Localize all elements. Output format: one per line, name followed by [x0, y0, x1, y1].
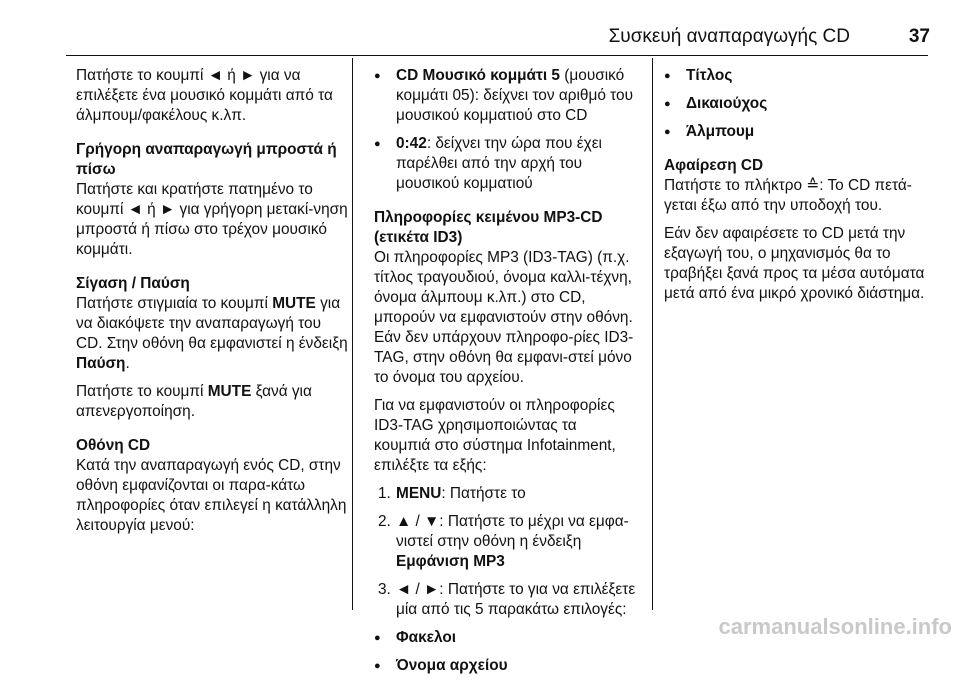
- mute-key-label-2: MUTE: [207, 383, 252, 400]
- column-divider-1: [352, 58, 353, 610]
- cd-screen-text: Κατά την αναπαραγωγή ενός CD, στην οθόνη εμφανίζονται οι παρα‐κάτω πληροφορίες όταν επιλεγεί η κατάλληλη λειτουργία μενού:: [76, 457, 347, 534]
- fast-forward-heading: Γρήγορη αναπαραγωγή μπροστά ή πίσω: [76, 141, 337, 178]
- mute-key-label: MUTE: [272, 295, 316, 312]
- intro-paragraph: Πατήστε το κουμπί ◄ ή ► για να επιλέξετε ένα μουσικό κομμάτι από τα άλμπουμ/φακέλους κ.λπ.: [76, 67, 333, 124]
- list-item: ● Όνομα αρχείου: [374, 656, 636, 676]
- remove-cd-text-1: Πατήστε το πλήκτρο ≙: Το CD πετά‐γεται έξω από την υποδοχή του.: [664, 177, 912, 214]
- page-number: 37: [908, 26, 930, 47]
- remove-cd-heading: Αφαίρεση CD: [664, 157, 764, 174]
- mute-paragraph-1: Πατήστε στιγμιαία το κουμπί MUTE για να διακόψετε την αναπαραγωγή του CD. Στην οθόνη θα εμφανιστεί η ένδειξη Παύση.: [76, 295, 348, 372]
- pause-indicator-label: Παύση: [76, 355, 126, 372]
- cd-info-list: [374, 66, 636, 194]
- list-item: ● CD Μουσικό κομμάτι 5 (μουσικό κομμάτι 05): δείχνει τον αριθμό του μουσικού κομματιού στο CD: [374, 66, 636, 126]
- show-id3-text: Για να εμφανιστούν οι πληροφορίες ID3-TAG χρησιμοποιώντας τα κουμπιά στο σύστημα Infotainment, επιλέξτε τα εξής:: [374, 397, 616, 474]
- column-divider-2: [652, 58, 653, 610]
- steps-list: [374, 484, 636, 620]
- mute-heading: Σίγαση / Παύση: [76, 275, 190, 292]
- remove-cd-text-2: Εάν δεν αφαιρέσετε το CD μετά την εξαγωγή του, ο μηχανισμός θα το τραβήξει ξανά προς τα μέσα αυτόματα μετά από ένα μικρό χρονικό διάστημα.: [664, 225, 925, 302]
- options-list-continued: [664, 66, 934, 142]
- list-item: ● 0:42: δείχνει την ώρα που έχει παρέλθει από την αρχή του μουσικού κομματιού: [374, 134, 636, 194]
- mp3-info-text: Οι πληροφορίες MP3 (ID3-TAG) (π.χ. τίτλος τραγουδιού, όνομα καλλι‐τέχνη, όνομα άλμπουμ κ.λπ.) στο CD, μπορούν να εμφανιστούν στην οθόνη. Εάν δεν υπάρχουν πληροφο‐ρίες ID3-TAG, στην οθόνη θα εμφανι‐στεί μόνο το όνομα του αρχείου.: [374, 249, 634, 386]
- step-item: 2. ▲ / ▼: Πατήστε το μέχρι να εμφα‐νιστεί στην οθόνη η ένδειξη Εμφάνιση MP3: [378, 513, 629, 570]
- mute-paragraph-2: Πατήστε το κουμπί MUTE ξανά για απενεργοποίηση.: [76, 383, 312, 420]
- list-item: ● Φακελοι: [374, 628, 636, 648]
- header-rule: [66, 55, 928, 56]
- fast-forward-text: Πατήστε και κρατήστε πατημένο το κουμπί ◄ ή ► για γρήγορη μετακί‐νηση μπροστά ή πίσω στο τρέχον μουσικό κομμάτι.: [76, 181, 348, 258]
- options-list: [374, 628, 636, 676]
- column-2: [374, 66, 636, 684]
- column-3: [664, 66, 934, 312]
- list-item: ● Άλμπουμ: [664, 122, 934, 142]
- watermark: carmanualsonline.info: [718, 614, 952, 639]
- step-item: 3. ◄ / ►: Πατήστε το για να επιλέξετε μία από τις 5 παρακάτω επιλογές:: [378, 581, 636, 618]
- header-title: Συσκευή αναπαραγωγής CD: [608, 26, 850, 47]
- list-item: ● Δικαιούχος: [664, 94, 934, 114]
- cd-screen-heading: Οθόνη CD: [76, 437, 151, 454]
- mp3-info-heading: Πληροφορίες κειμένου MP3-CD (ετικέτα ID3): [374, 209, 603, 246]
- step-item: 1. MENU: Πατήστε το: [378, 485, 526, 502]
- list-item: ● Τίτλος: [664, 66, 934, 86]
- column-1: [76, 66, 348, 544]
